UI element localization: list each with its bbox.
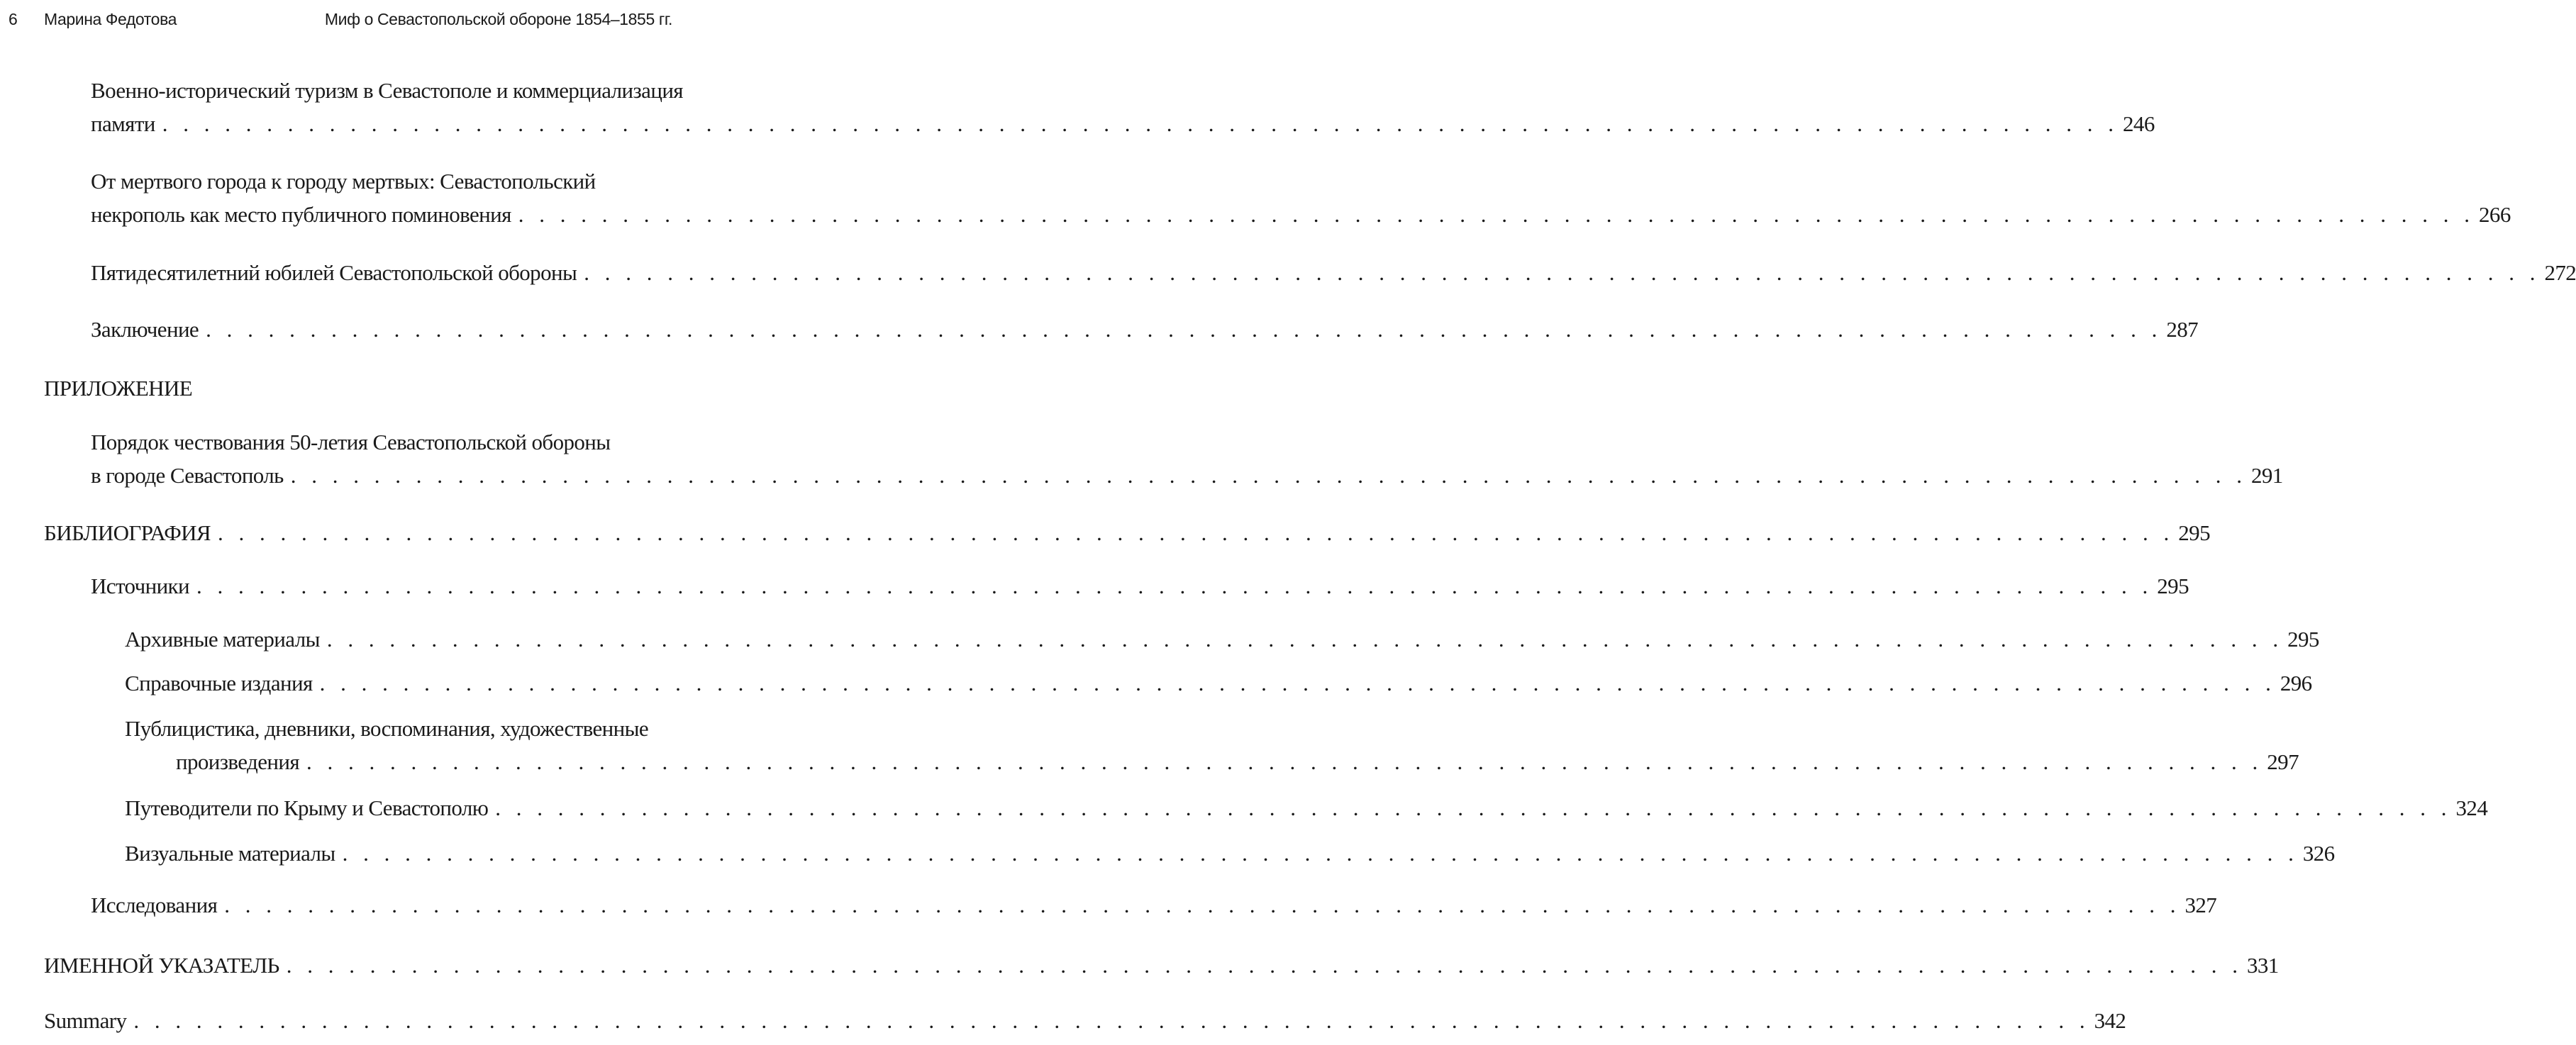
leader-dots: . . . . . . . . . . . . . . . . . . . . . . . . . . . . . . . . . . . . . . . . . . . . . . . . . . . . . . . . . . . . . . . . . . . . . . . . . . . . . . . . . . . . . . . . . . . . . .	[218, 520, 2175, 545]
toc-entry-title: БИБЛИОГРАФИЯ	[44, 520, 211, 545]
leader-dots: . . . . . . . . . . . . . . . . . . . . . . . . . . . . . . . . . . . . . . . . . . . . . . . . . . . . . . . . . . . . . . . . . . . . . . . . . . . . . . . . . . . . . . . . . . . . . .	[306, 749, 2263, 774]
toc-entry-summary	[44, 1004, 2126, 1037]
toc-entry-title: Порядок чествования 50-летия Севастопольской обороны	[91, 430, 611, 454]
leader-dots: . . . . . . . . . . . . . . . . . . . . . . . . . . . . . . . . . . . . . . . . . . . . . . . . . . . . . . . . . . . . . . . . . . . . . . . . . . . . . . . . . . . . . . . . . . . . . .	[290, 463, 2247, 488]
toc-entry-title: Источники	[91, 574, 190, 598]
toc-page-number: 272	[2544, 260, 2576, 285]
toc-page-number: 297	[2267, 749, 2299, 774]
toc-entry-conclusion	[91, 313, 2199, 346]
toc-page-number: 266	[2479, 202, 2511, 227]
toc-entry-title: произведения	[176, 749, 300, 774]
toc-entry-archives	[125, 622, 2319, 656]
toc-page-number: 324	[2455, 795, 2488, 820]
toc-page-number: 342	[2094, 1008, 2126, 1033]
leader-dots: . . . . . . . . . . . . . . . . . . . . . . . . . . . . . . . . . . . . . . . . . . . . . . . . . . . . . . . . . . . . . . . . . . . . . . . . . . . . . . . . . . . . . . . . . . . . . .	[584, 260, 2541, 285]
toc-entry-title: ИМЕННОЙ УКАЗАТЕЛЬ	[44, 953, 279, 978]
leader-dots: . . . . . . . . . . . . . . . . . . . . . . . . . . . . . . . . . . . . . . . . . . . . . . . . . . . . . . . . . . . . . . . . . . . . . . . . . . . . . . . . . . . . . . . . . . . . . .	[342, 841, 2299, 866]
toc-entry-reference	[125, 666, 2312, 700]
toc-page-number: 291	[2250, 463, 2283, 488]
toc-entry-title: Визуальные материалы	[125, 841, 335, 866]
toc-page-number: 326	[2302, 841, 2335, 866]
toc-page-number: 287	[2166, 317, 2199, 342]
toc-entry-title: Summary	[44, 1008, 127, 1033]
leader-dots: . . . . . . . . . . . . . . . . . . . . . . . . . . . . . . . . . . . . . . . . . . . . . . . . . . . . . . . . . . . . . . . . . . . . . . . . . . . . . . . . . . . . . . . . . . . . . .	[224, 893, 2181, 917]
leader-dots: . . . . . . . . . . . . . . . . . . . . . . . . . . . . . . . . . . . . . . . . . . . . . . . . . . . . . . . . . . . . . . . . . . . . . . . . . . . . . . . . . . . . . . . . . . . . . .	[319, 671, 2276, 695]
toc-entry-title: Заключение	[91, 317, 199, 342]
toc-entry-jubilee	[91, 256, 2576, 289]
leader-dots: . . . . . . . . . . . . . . . . . . . . . . . . . . . . . . . . . . . . . . . . . . . . . . . . . . . . . . . . . . . . . . . . . . . . . . . . . . . . . . . . . . . . . . . . . . . . . .	[133, 1008, 2090, 1033]
section-heading-appendix: ПРИЛОЖЕНИЕ	[44, 376, 193, 401]
toc-entry-title: Справочные издания	[125, 671, 313, 695]
toc-entry-order	[91, 425, 2283, 492]
leader-dots: . . . . . . . . . . . . . . . . . . . . . . . . . . . . . . . . . . . . . . . . . . . . . . . . . . . . . . . . . . . . . . . . . . . . . . . . . . . . . . . . . . . . . . . . . . . . . .	[196, 574, 2153, 598]
leader-dots: . . . . . . . . . . . . . . . . . . . . . . . . . . . . . . . . . . . . . . . . . . . . . . . . . . . . . . . . . . . . . . . . . . . . . . . . . . . . . . . . . . . . . . . . . . . . . .	[495, 795, 2452, 820]
toc-entry-title: Исследования	[91, 893, 218, 917]
toc-entry-title: Пятидесятилетний юбилей Севастопольской обороны	[91, 260, 577, 285]
toc-entry-sources	[91, 569, 2189, 603]
leader-dots: . . . . . . . . . . . . . . . . . . . . . . . . . . . . . . . . . . . . . . . . . . . . . . . . . . . . . . . . . . . . . . . . . . . . . . . . . . . . . . . . . . . . . . . . . . . . . .	[326, 627, 2284, 652]
toc-page-number: 246	[2123, 111, 2155, 136]
toc-page-number: 295	[2287, 627, 2319, 652]
toc-entry-research	[91, 888, 2217, 922]
toc-entry-title: От мертвого города к городу мертвых: Севастопольский	[91, 169, 596, 194]
book-title: Миф о Севастопольской обороне 1854–1855 гг.	[324, 10, 672, 28]
toc-entry-title: Путеводители по Крыму и Севастополю	[125, 795, 489, 820]
toc-entry-title: в городе Севастополь	[91, 463, 284, 488]
leader-dots: . . . . . . . . . . . . . . . . . . . . . . . . . . . . . . . . . . . . . . . . . . . . . . . . . . . . . . . . . . . . . . . . . . . . . . . . . . . . . . . . . . . . . . . . . . . . . .	[206, 317, 2163, 342]
toc-entry-title: Военно-исторический туризм в Севастополе и коммерциализация	[91, 78, 683, 103]
author-name: Марина Федотова	[44, 10, 177, 28]
leader-dots: . . . . . . . . . . . . . . . . . . . . . . . . . . . . . . . . . . . . . . . . . . . . . . . . . . . . . . . . . . . . . . . . . . . . . . . . . . . . . . . . . . . . . . . . . . . . . .	[162, 111, 2119, 136]
page-number: 6	[9, 10, 18, 28]
toc-entry-title: некрополь как место публичного поминовения	[91, 202, 511, 227]
toc-entry-visual	[125, 837, 2335, 870]
toc-entry-guides	[125, 791, 2488, 825]
toc-entry-tourism	[91, 74, 2155, 140]
toc-entry-publicism	[125, 712, 2299, 778]
toc-entry-bibliography	[44, 516, 2210, 549]
toc-page-number: 296	[2280, 671, 2312, 695]
toc-entry-title: Архивные материалы	[125, 627, 320, 652]
toc-entry-index	[44, 949, 2279, 982]
toc-entry-necropolis	[91, 164, 2511, 231]
toc-page-number: 331	[2246, 953, 2279, 978]
toc-page-number: 327	[2184, 893, 2217, 917]
toc-page-number: 295	[2157, 574, 2189, 598]
toc-page-number: 295	[2178, 520, 2210, 545]
toc-entry-title: памяти	[91, 111, 155, 136]
leader-dots: . . . . . . . . . . . . . . . . . . . . . . . . . . . . . . . . . . . . . . . . . . . . . . . . . . . . . . . . . . . . . . . . . . . . . . . . . . . . . . . . . . . . . . . . . . . . . .	[518, 202, 2475, 227]
toc-entry-title: Публицистика, дневники, воспоминания, художественные	[125, 716, 649, 741]
leader-dots: . . . . . . . . . . . . . . . . . . . . . . . . . . . . . . . . . . . . . . . . . . . . . . . . . . . . . . . . . . . . . . . . . . . . . . . . . . . . . . . . . . . . . . . . . . . . . .	[286, 953, 2243, 978]
